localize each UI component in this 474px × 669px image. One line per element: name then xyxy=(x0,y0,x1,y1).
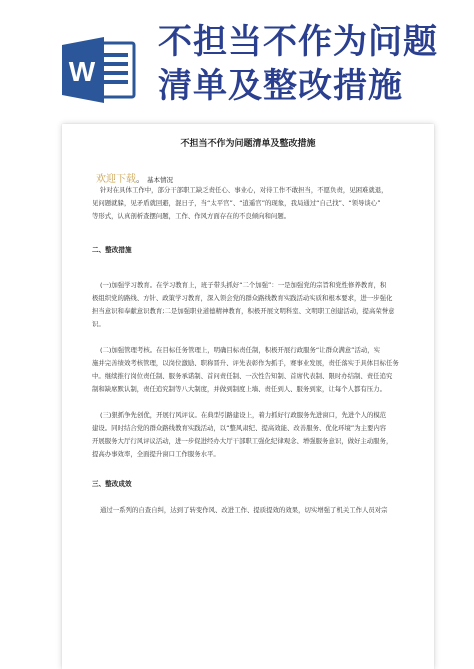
word-icon-letter: W xyxy=(68,56,96,87)
paragraph-line: 建设。同时结合党的群众路线教育实践活动，以“整风肃纪、提高效能、改善服务、优化环境”为主要内容 xyxy=(92,424,387,432)
paragraph-line: 针对在具体工作中，部分干部职工缺乏责任心、事业心，对待工作不敢担当，不愿负责，见困难就退， xyxy=(100,186,388,194)
paragraph-line: 开展服务大厅行风评议活动，进一步促进经办大厅干部职工强化纪律观念、增强服务意识，做好主动服务， xyxy=(92,437,393,445)
paragraph-line: 通过一系列的自查自纠，达到了转变作风、改进工作、提质提效的效果，切实增强了机关工作人员对宗 xyxy=(100,506,388,514)
word-document-icon xyxy=(62,37,136,103)
document-title: 不担当不作为问题清单及整改措施 xyxy=(180,139,316,149)
paragraph-line: 提高办事效率，全面提升窗口工作服务水平。 xyxy=(92,450,220,458)
section-heading-2: 二、整改措施 xyxy=(92,246,132,254)
welcome-suffix: 。 xyxy=(136,175,146,185)
paragraph-line: 中。继续推行岗位责任制、服务承诺制、首问责任制、一次性告知制、首席代表制、限时办结制、责任追究 xyxy=(92,372,393,380)
paragraph-line: (二)加强管理考核。在目标任务管理上，明确目标责任制，积极开展行政服务“让群众满意”活动，实 xyxy=(100,346,381,354)
paragraph-line: 识。 xyxy=(92,320,105,328)
document-page xyxy=(62,124,434,669)
section-heading-3: 三、整改成效 xyxy=(92,480,132,488)
paragraph-line: 见问题就躲，见矛盾就回避，混日子，当“太平官”、“逍遥官”的现象，我局通过“自己找”、“领导谈心” xyxy=(92,199,381,207)
paragraph-line: 等形式，认真剖析查摆问题，工作、作风方面存在的不良倾向和问题。 xyxy=(92,212,291,220)
welcome-line xyxy=(96,170,173,185)
paragraph-line: (三)狠抓争先创优，开展行风评议。在典型引路建设上，着力抓好行政服务先进窗口，先进个人的模范 xyxy=(100,411,387,419)
paragraph-line: 极组织党的路线、方针、政策学习教育，深入领会党的群众路线教育实践活动实质和根本要求，进一步强化 xyxy=(92,294,393,302)
banner xyxy=(0,0,474,120)
banner-title-line-2: 清单及整改措施 xyxy=(158,66,403,106)
paragraph-line: (一)加强学习教育。在学习教育上，班子带头抓好“二个加强”：一是加强党的宗旨和党性修养教育，积 xyxy=(100,281,387,289)
banner-title-line-1: 不担当不作为问题 xyxy=(158,22,438,62)
paragraph-line: 施并完善绩效考核管理，以岗位激励、职称晋升、评先表彰作为抓手，赛事业发展，责任落实于具体目标任务 xyxy=(92,359,399,367)
welcome-text: 欢迎下载 xyxy=(96,174,136,185)
paragraph-line: 制和缺席默认制，责任追究制等八大制度，并做到制度上墙、责任到人、服务到家，让每个人都有压力。 xyxy=(92,385,386,393)
section-heading-1: 基本情况 xyxy=(147,176,174,184)
paragraph-line: 担当意识和奉献意识教育;二是加强职业道德精神教育，积极开展文明科室、文明职工创建活动，提高荣誉意 xyxy=(92,307,395,315)
